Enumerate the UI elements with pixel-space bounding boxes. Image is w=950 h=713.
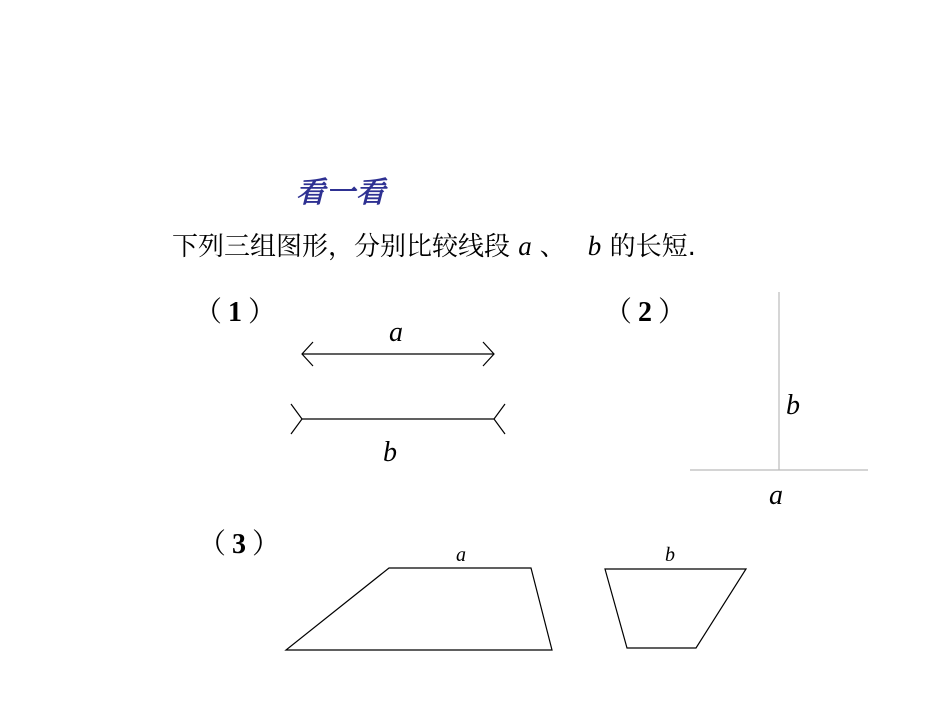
trapezoid-b — [605, 569, 746, 648]
group-1-paren-open: （ — [194, 297, 223, 328]
instruction-var-b: b — [587, 231, 602, 261]
instruction-suffix: 的长短. — [609, 232, 696, 262]
group-2-paren-close: ） — [658, 297, 687, 328]
group-2-paren-open: （ — [604, 297, 633, 328]
instruction-prefix: 下列三组图形，分别比较线段 — [172, 232, 511, 262]
segment-b-right-fin — [494, 404, 505, 434]
group-2-label-b: b — [786, 390, 800, 421]
instruction-separator: 、 — [539, 232, 566, 262]
group-3-number: 3 — [232, 529, 247, 560]
segment-b-left-fin — [291, 404, 302, 434]
group-3-paren-close: ） — [252, 529, 281, 560]
group-2-label-a: a — [769, 480, 783, 511]
group-1-figure — [291, 342, 505, 434]
group-3-paren-open: （ — [198, 529, 227, 560]
instruction-var-a: a — [518, 231, 532, 261]
trapezoid-a — [286, 568, 552, 650]
group-3-label-b: b — [665, 544, 675, 566]
group-1-number: 1 — [228, 297, 243, 328]
group-1-label-b: b — [383, 437, 397, 468]
group-1-paren-close: ） — [248, 297, 277, 328]
page-title: 看一看 — [296, 175, 387, 209]
group-2-number: 2 — [638, 297, 653, 328]
group-3-label-a: a — [456, 544, 466, 566]
group-2-figure — [690, 292, 868, 470]
group-3-figure — [286, 568, 746, 650]
group-1-label-a: a — [389, 317, 403, 348]
